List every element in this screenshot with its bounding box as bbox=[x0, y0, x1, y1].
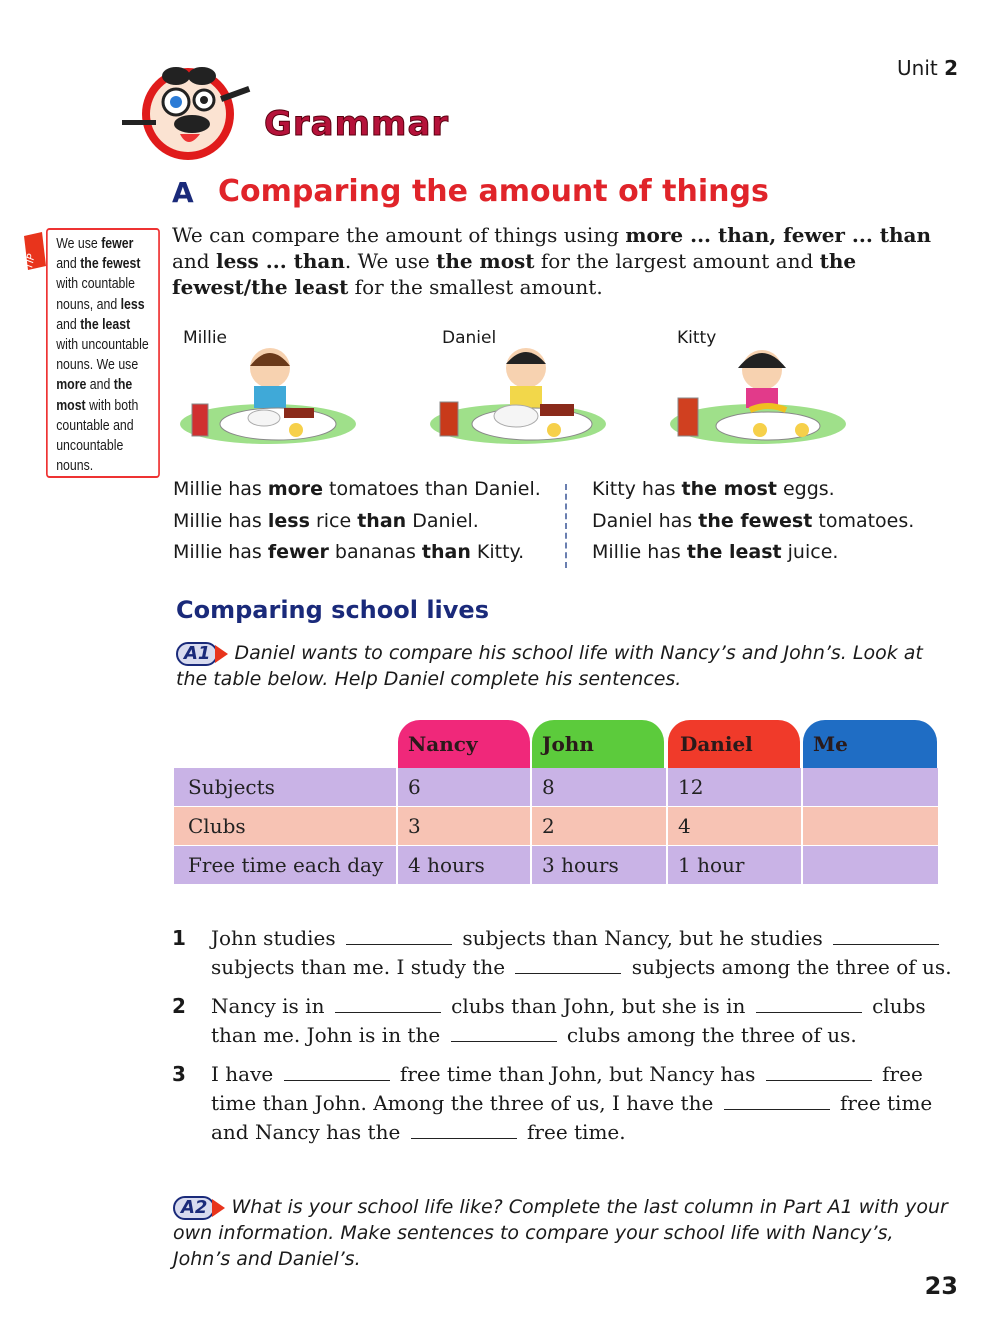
table-cell: 3 bbox=[408, 814, 421, 838]
page-number: 23 bbox=[924, 1272, 958, 1300]
example-sentence-part: Millie has bbox=[173, 478, 268, 500]
question-number: 2 bbox=[172, 994, 186, 1018]
section-header: Grammar bbox=[264, 104, 450, 144]
tip-text: and bbox=[56, 256, 81, 273]
example-sentence-part: Daniel has bbox=[592, 509, 699, 532]
question-text: clubs among the three of us. bbox=[560, 1023, 857, 1047]
table-column-divider bbox=[801, 807, 803, 845]
example-sentence-part: Millie has bbox=[592, 541, 687, 563]
daniel-lunch-illustration bbox=[428, 346, 608, 446]
table-header-nancy: Nancy bbox=[398, 720, 530, 768]
table-column-divider bbox=[530, 846, 532, 884]
table-row-label: Clubs bbox=[188, 814, 246, 838]
character-name-kitty: Kitty bbox=[677, 328, 717, 348]
table-column-divider bbox=[530, 768, 532, 806]
intro-paragraph bbox=[172, 222, 942, 300]
tip-text: and bbox=[56, 316, 81, 333]
tip-text: fewer bbox=[101, 236, 134, 252]
a2-instruction: What is your school life like? Complete the last column in Part A1 with your own information. Make sentences to compare your school life with Nancy’s, John’s and Daniel’s. bbox=[173, 1196, 948, 1270]
millie-lunch-illustration bbox=[178, 346, 358, 446]
intro-text: more ... than, fewer ... than bbox=[625, 223, 932, 247]
intro-text: We can compare the amount of things using bbox=[172, 223, 626, 247]
table-cell: 8 bbox=[542, 775, 555, 799]
question-number: 1 bbox=[172, 926, 186, 950]
character-name-daniel: Daniel bbox=[442, 328, 497, 348]
question-text: free bbox=[875, 1062, 923, 1086]
question-line bbox=[172, 1089, 962, 1118]
question-text: and Nancy has the bbox=[211, 1120, 407, 1144]
example-sentence-part: bananas bbox=[328, 541, 422, 563]
example-sentence bbox=[173, 537, 541, 569]
intro-text: the fewest/the least bbox=[172, 249, 857, 299]
table-column-divider bbox=[801, 768, 803, 806]
intro-text: and bbox=[172, 249, 216, 273]
question-item bbox=[172, 992, 962, 1050]
questions-list bbox=[172, 924, 962, 1157]
example-sentence-part: less bbox=[267, 509, 310, 532]
answer-blank[interactable] bbox=[335, 996, 441, 1013]
question-line bbox=[172, 953, 962, 982]
example-sentence bbox=[592, 537, 914, 569]
tip-text: the most bbox=[56, 377, 133, 414]
question-line bbox=[172, 1021, 962, 1050]
table-column-divider bbox=[666, 846, 668, 884]
table-header-daniel: Daniel bbox=[668, 720, 800, 768]
table-column-divider bbox=[396, 846, 398, 884]
example-sentence-part: fewer bbox=[267, 541, 329, 563]
question-text: free time than John, but Nancy has bbox=[393, 1062, 762, 1086]
example-sentence-part: tomatoes. bbox=[812, 509, 915, 532]
answer-blank[interactable] bbox=[346, 928, 452, 945]
table-column-divider bbox=[666, 807, 668, 845]
question-text: John studies bbox=[211, 926, 343, 950]
table-row-label: Free time each day bbox=[188, 853, 384, 877]
example-sentence-part: Kitty has bbox=[592, 478, 682, 500]
a1-instruction: Daniel wants to compare his school life with Nancy’s and John’s. Look at the table below. Help Daniel complete his sentences. bbox=[176, 642, 923, 690]
example-sentence-part: more bbox=[267, 478, 323, 500]
answer-blank[interactable] bbox=[451, 1025, 557, 1042]
question-line bbox=[172, 992, 962, 1021]
a2-instruction-block bbox=[173, 1194, 953, 1272]
question-text: I have bbox=[211, 1062, 280, 1086]
question-item bbox=[172, 924, 962, 982]
tip-box bbox=[46, 228, 160, 478]
a2-badge: A2 bbox=[173, 1196, 225, 1220]
question-text: clubs bbox=[865, 994, 926, 1018]
answer-blank[interactable] bbox=[411, 1122, 517, 1139]
example-sentence-part: the fewest bbox=[698, 509, 813, 532]
examples-divider bbox=[565, 484, 567, 568]
examples-right bbox=[592, 474, 914, 569]
a1-badge: A1 bbox=[176, 642, 228, 666]
subsection-title: Comparing school lives bbox=[176, 596, 489, 624]
tip-text: with both countable and uncountable nouns. bbox=[56, 397, 139, 475]
tip-tag-label: TIP bbox=[24, 253, 38, 270]
question-text: free time. bbox=[520, 1120, 626, 1144]
question-text: than me. John is in the bbox=[211, 1023, 447, 1047]
example-sentence-part: tomatoes than Daniel. bbox=[322, 478, 541, 500]
table-cell: 12 bbox=[678, 775, 704, 799]
question-text: subjects than Nancy, but he studies bbox=[456, 926, 830, 950]
grammar-mascot-icon bbox=[122, 58, 260, 162]
intro-text: . We use bbox=[344, 249, 437, 273]
answer-blank[interactable] bbox=[756, 996, 862, 1013]
table-cell: 1 hour bbox=[678, 853, 745, 877]
table-cell: 6 bbox=[408, 775, 421, 799]
unit-label: Unit 2 bbox=[897, 56, 958, 80]
example-sentence-part: than bbox=[357, 509, 407, 532]
intro-text: for the largest amount and bbox=[534, 249, 820, 273]
table-cell: 2 bbox=[542, 814, 555, 838]
table-header-me: Me bbox=[803, 720, 937, 768]
answer-blank[interactable] bbox=[766, 1064, 872, 1081]
question-line bbox=[172, 1060, 962, 1089]
answer-blank[interactable] bbox=[724, 1093, 830, 1110]
table-cell: 3 hours bbox=[542, 853, 619, 877]
character-name-millie: Millie bbox=[183, 328, 228, 348]
tip-text: with countable nouns, and bbox=[56, 276, 135, 313]
example-sentence bbox=[592, 474, 914, 506]
tip-text: more bbox=[56, 377, 87, 394]
table-row-label: Subjects bbox=[188, 775, 275, 799]
tip-text: We use bbox=[56, 236, 102, 252]
example-sentence-part: Millie has bbox=[173, 509, 268, 532]
table-column-divider bbox=[801, 846, 803, 884]
example-sentence-part: eggs. bbox=[776, 478, 835, 500]
question-text: Nancy is in bbox=[211, 994, 331, 1018]
a1-instruction-block bbox=[176, 640, 956, 692]
tip-text: less bbox=[120, 296, 145, 313]
example-sentence-part: than bbox=[421, 541, 471, 563]
tip-text: with uncountable nouns. We use bbox=[56, 337, 149, 374]
table-column-divider bbox=[530, 807, 532, 845]
example-sentence-part: Daniel. bbox=[406, 509, 479, 532]
example-sentence-part: the most bbox=[681, 478, 777, 500]
example-sentence-part: rice bbox=[309, 509, 358, 532]
kitty-lunch-illustration bbox=[668, 346, 848, 446]
tip-text: and bbox=[86, 377, 114, 394]
section-letter: A bbox=[172, 176, 194, 209]
question-text: time than John. Among the three of us, I have the bbox=[211, 1091, 720, 1115]
example-sentence-part: juice. bbox=[781, 541, 839, 563]
question-line bbox=[172, 1118, 962, 1147]
table-row bbox=[174, 807, 938, 845]
answer-blank[interactable] bbox=[515, 957, 621, 974]
intro-text: less ... than bbox=[215, 249, 345, 273]
section-title: Comparing the amount of things bbox=[218, 174, 769, 209]
tip-text: the fewest bbox=[80, 256, 141, 273]
answer-blank[interactable] bbox=[833, 928, 939, 945]
table-row bbox=[174, 846, 938, 884]
question-text: subjects than me. I study the bbox=[211, 955, 512, 979]
example-sentence bbox=[592, 506, 914, 538]
intro-text: for the smallest amount. bbox=[348, 275, 603, 299]
examples-left bbox=[173, 474, 541, 569]
table-header-john: John bbox=[532, 720, 664, 768]
question-line bbox=[172, 924, 962, 953]
table-column-divider bbox=[666, 768, 668, 806]
example-sentence-part: the least bbox=[686, 541, 782, 563]
question-text: subjects among the three of us. bbox=[625, 955, 952, 979]
table-row bbox=[174, 768, 938, 806]
example-sentence-part: Millie has bbox=[173, 541, 268, 563]
tip-text: the least bbox=[80, 316, 131, 333]
question-text: free time bbox=[833, 1091, 933, 1115]
example-sentence-part: Kitty. bbox=[470, 541, 525, 563]
example-sentence bbox=[173, 474, 541, 506]
table-column-divider bbox=[396, 807, 398, 845]
table-column-divider bbox=[396, 768, 398, 806]
table-cell: 4 hours bbox=[408, 853, 485, 877]
question-item bbox=[172, 1060, 962, 1147]
question-text: clubs than John, but she is in bbox=[444, 994, 752, 1018]
table-cell: 4 bbox=[678, 814, 691, 838]
intro-text: the most bbox=[436, 249, 535, 273]
answer-blank[interactable] bbox=[284, 1064, 390, 1081]
question-number: 3 bbox=[172, 1062, 186, 1086]
example-sentence bbox=[173, 506, 541, 538]
